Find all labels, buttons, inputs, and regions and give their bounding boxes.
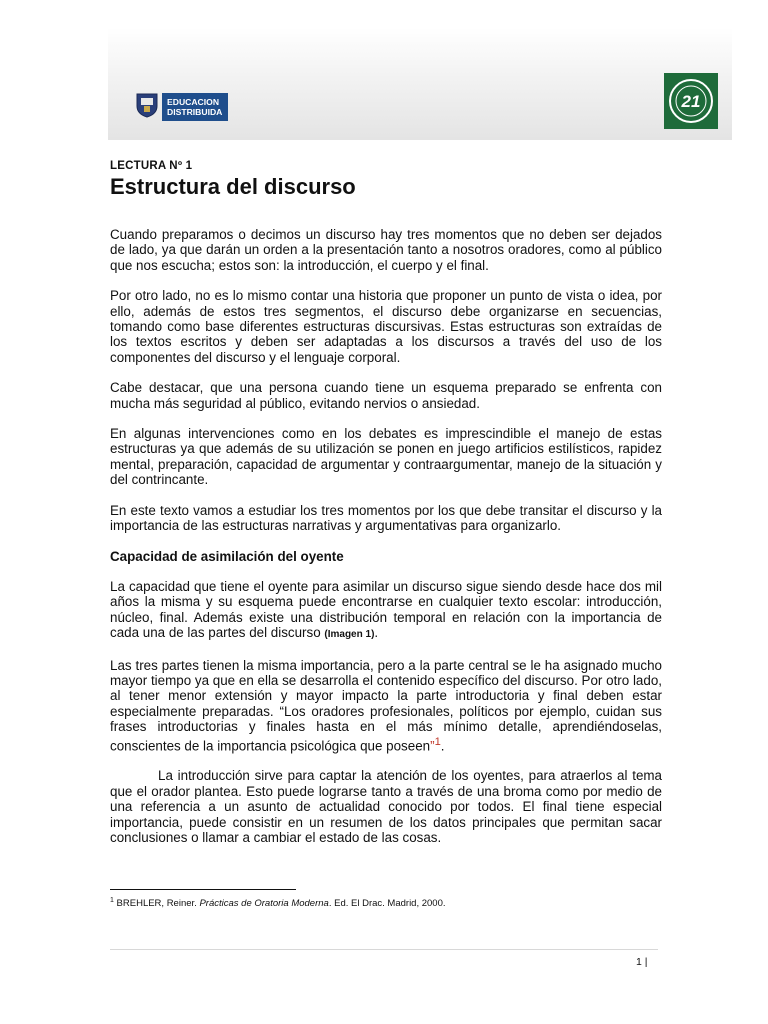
paragraph-6 [110, 579, 662, 643]
footer-divider [110, 949, 658, 950]
footnote-book-title: Prácticas de Oratoria Moderna [199, 898, 329, 910]
ue21-logo-icon [664, 73, 718, 129]
educacion-distribuida-logo [162, 93, 228, 121]
paragraph-7-end: . [440, 738, 445, 754]
university-crest-icon [135, 92, 159, 118]
paragraph-1: Cuando preparamos o decimos un discurso hay tres momentos que no deben ser dejados de lado, ya que darán un orden a la presentación tanto a nosotros oradores, como al público que nos escucha; estos son: la introducción, el cuerpo y el final. [110, 227, 662, 273]
footnote-publisher: . Ed. El Drac. Madrid, 2000. [328, 898, 446, 910]
paragraph-7-text: Las tres partes tienen la misma importancia, pero a la parte central se le ha asignado mucho mayor tiempo ya que en ella se desarrolla el contenido específico del discurso. Por otro lado, al tener menor extensión y mayor impacto la parte introductoria y final deben estar especialmente preparadas. “Los oradores profesionales, políticos por ejemplo, cuidan sus frases introductorias y finales hasta en el más mínimo detalle, aprendiéndoselas, conscientes de la importancia psicológica que poseen [110, 657, 662, 754]
footnote [110, 895, 446, 910]
paragraph-6-end: . [374, 625, 379, 641]
paragraph-4: En algunas intervenciones como en los debates es imprescindible el manejo de estas estructuras ya que además de su utilización se ponen en juego artificios estilísticos, rapidez mental, preparación, capacidad de argumentar y contraargumentar, manejo de la situación y del contrincante. [110, 426, 662, 488]
paragraph-2: Por otro lado, no es lo mismo contar una historia que proponer un punto de vista o idea, por ello, además de estos tres segmentos, el discurso debe organizarse en secuencias, tomando como base diferentes estructuras discursivas. Estas estructuras son extraídas de los textos escritos y deben ser adaptadas a los discursos a través del uso de los componentes del discurso y el lenguaje corporal. [110, 288, 662, 365]
footnote-divider [110, 889, 296, 890]
page-number: 1 | [636, 956, 648, 968]
page-header-band [108, 28, 732, 140]
paragraph-7 [110, 658, 662, 754]
reading-label: LECTURA Nº 1 [110, 160, 193, 172]
logo-line-2: DISTRIBUIDA [167, 107, 223, 117]
logo-line-1: EDUCACION [167, 97, 220, 107]
paragraph-6-text: La capacidad que tiene el oyente para asimilar un discurso sigue siendo desde hace dos mil años la misma y su esquema puede encontrarse en cualquier texto escolar: introducción, núcleo, final. Además existe una distribución temporal en relación con la importancia de cada una de las partes del discurso [110, 578, 662, 641]
image-reference: (Imagen 1) [324, 629, 375, 641]
paragraph-5: En este texto vamos a estudiar los tres momentos por los que debe transitar el discurso y la importancia de las estructuras narrativas y argumentativas para organizarlo. [110, 502, 662, 534]
page-title: Estructura del discurso [110, 174, 356, 199]
paragraph-8: La introducción sirve para captar la atención de los oyentes, para atraerlos al tema que el orador plantea. Esto puede lograrse tanto a través de una broma como por medio de una referencia a un asunto de actualidad conocido por todos. El final tiene especial importancia, puede consistir en un resumen de los datos principales que permitan sacar conclusiones o llamar a cambiar el estado de las cosas. [110, 768, 662, 846]
document-body [110, 160, 662, 845]
footnote-reference[interactable]: 1 [434, 735, 441, 748]
footnote-mark: 1 [110, 897, 114, 904]
paragraph-3: Cabe destacar, que una persona cuando tiene un esquema preparado se enfrenta con mucha más seguridad al público, evitando nervios o ansiedad. [110, 380, 662, 411]
closing-quote: ” [430, 738, 435, 754]
footnote-author: BREHLER, Reiner. [113, 898, 200, 910]
ue21-logo-text: 21 [681, 92, 701, 111]
section-heading: Capacidad de asimilación del oyente [110, 548, 344, 564]
